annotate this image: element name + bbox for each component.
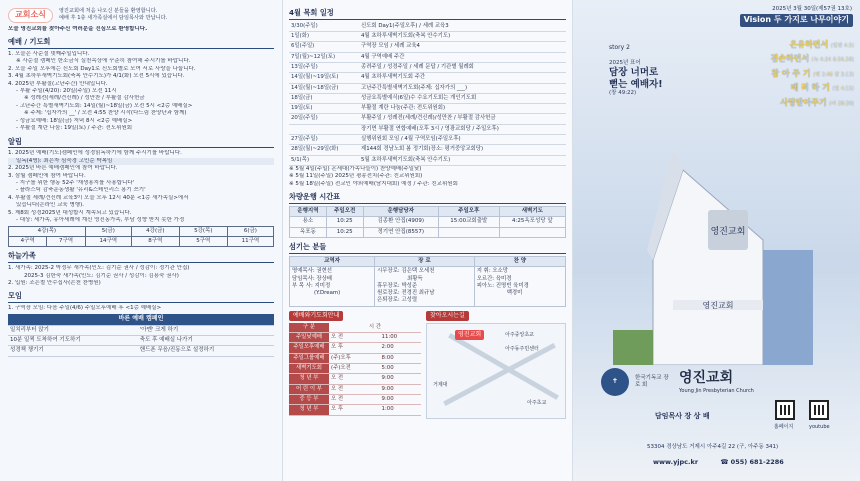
table-cell: 부활절 계란 나눔(주관: 전도위원회) [359, 104, 566, 114]
table-cell: 축도 후 예배실 나가기 [138, 336, 274, 346]
motto-intro: 2025년 표어 [609, 60, 641, 66]
table-row [289, 124, 566, 134]
issue-date: 2025년 3월 30일(제57권 13호) [772, 6, 852, 12]
map [426, 323, 566, 419]
list-item: - 부활 주일(4/20): 20일(주일) 오전 11시 [16, 88, 117, 95]
table-cell: 11:00 [380, 333, 421, 343]
staff-line: 최황득 [407, 275, 423, 282]
map-label: 거제대 [433, 381, 448, 388]
table-cell: 고난주간특별새벽기도회(주제: 십자가의 ___) [359, 83, 566, 93]
table-cell: 8구역 [131, 236, 179, 246]
church-logo [601, 368, 754, 396]
cover-panel [572, 0, 860, 481]
table-header: 장 로 [375, 256, 475, 266]
table-cell: 정기연 안집(8557) [363, 227, 438, 237]
story-label: story 2 [609, 44, 630, 51]
table-cell: 9:00 [380, 384, 421, 394]
welcome-line: 영진교회에 처음 나오신 분들을 환영합니다. [58, 8, 158, 15]
staff-line: 원로장로: 전경진 최규남 [377, 290, 435, 297]
church-name-block [679, 369, 754, 395]
address: 53304 경상남도 거제시 아주4길 22 (구, 아주동 341) [647, 444, 779, 450]
table-cell: 어 린 이 부 [289, 384, 329, 394]
table-row [289, 155, 566, 165]
table-cell: 주일그룹예배 [289, 353, 329, 363]
table-cell: 성금요특별예식(6일)수 수요기도회는 개인기도회 [359, 93, 566, 103]
virtue-ref: (빌편 4:5) [830, 43, 854, 49]
table-row [289, 83, 566, 93]
homepage-qr[interactable] [775, 400, 795, 420]
table-cell: 구역장 모임 / 세례 교육4 [359, 42, 566, 52]
news-tag: 교회소식 [8, 8, 53, 23]
news-panel [0, 0, 282, 481]
virtue-ref: (눅 4:24 6:56,58) [811, 57, 854, 64]
table-row [289, 42, 566, 52]
table-header: 주일오전 [326, 206, 363, 216]
table-cell [499, 227, 565, 237]
schedule-note: ※ 5월 4일(주일) 온세대(가족나들이) 찬양예배(주일낮) [289, 165, 422, 172]
table-cell: 5구역 [179, 236, 227, 246]
table-cell: 19일(토) [289, 104, 359, 114]
map-label: 아주중앙초교 [505, 331, 534, 338]
list-item: 1. 구역장 모임: 다음 주일(4/6) 주일오후예배 후 <1층 예배실> [8, 305, 162, 312]
list-item: 1. 새가족: 2025-2 박정무 새가족(인도: 김기순 권사 / 성감이: 정기관 안집) [8, 265, 190, 272]
table-cell: 1일(화) [289, 32, 359, 42]
virtue-name: 배 려 하 기 [790, 83, 830, 93]
info-boxes [289, 311, 566, 419]
table-row [289, 73, 566, 83]
table-cell: 4월 초하루새벽기도회 주간 [359, 73, 566, 83]
table-cell: 일치리부터 앉기 [8, 325, 138, 335]
logo-small-text: 한국기독교 장 로 회 [635, 374, 669, 388]
table-cell: 5월 초하루새벽기도회(축복 안수기도) [359, 155, 566, 165]
staff-line: 지 휘: 오소망 [476, 268, 508, 275]
list-item: - 지구를 위한 행동 52주 '재생용지를 사용합니다' [16, 179, 135, 186]
table-cell [474, 267, 565, 306]
table-header: 운행지역 [290, 206, 327, 216]
table-cell: 7일(월)~12일(토) [289, 52, 359, 62]
table-header: 찬 양 [474, 256, 565, 266]
table-cell: 김종환 안집(4909) [363, 217, 438, 227]
table-header: 새벽기도 [499, 206, 565, 216]
meeting-section [8, 291, 274, 312]
map-box [426, 311, 566, 419]
table-header: 주일오후 [438, 206, 499, 216]
map-label: 아주동주민센터 [505, 345, 539, 352]
campaign-table [8, 314, 274, 356]
list-item: - 대상: 세가족, 유아세례에 계신 영진동가족, 부담 성향 받지 못한 가정 [16, 217, 185, 224]
table-row [289, 384, 421, 394]
table-row [290, 256, 566, 266]
building-sign-top: 영진교회 [710, 227, 746, 237]
worship-section [8, 37, 274, 132]
glass-wing [763, 250, 813, 365]
virtue-name: 참 아 주 기 [771, 68, 811, 78]
table-cell: 28일(월)~29일(화) [289, 145, 359, 155]
list-item: - 고난주간 특별새벽기도회: 14일(월)~18일(금) 오전 5시 <2층 예배실> [16, 102, 193, 109]
table-cell: (주)오후 [329, 353, 380, 363]
list-item: ※ 성례전(세례/견신례) / 성만찬 / 부활절 감사헌금 [24, 95, 145, 102]
map-label: 아주초교 [527, 399, 547, 406]
table-cell: 실행위원회 모임 / 4월 구역모임(주일오후) [359, 134, 566, 144]
box-title: 예배와기도회안내 [289, 311, 343, 321]
table-cell: 4구역 [9, 236, 47, 246]
list-item: 3. 삼월 캠페인에 참여 바랍니다. [8, 172, 86, 179]
table-cell: 부활주일 / 성례전(세례/견신례)/성만찬 / 부활절 감사헌금 [359, 114, 566, 124]
table-row [289, 52, 566, 62]
table-row [289, 62, 566, 72]
phone: ☎ 055) 681-2286 [720, 458, 784, 466]
table-cell: 10:25 [326, 217, 363, 227]
table-cell: 6일(주일) [289, 42, 359, 52]
table-row [8, 314, 274, 325]
table-cell: 종려주일 / 성경주일 / 세례 문답 / 기관별 월례회 [359, 62, 566, 72]
table-row [289, 22, 566, 32]
table-row [8, 346, 274, 356]
table-cell: 청 년 부 [289, 405, 329, 415]
church-eng: Young Jin Presbyterian Church [679, 388, 754, 395]
table-cell: 4강(금) [131, 226, 179, 236]
list-item: - 부활절 계란 나눔: 19일(토) / 주관: 전도위원회 [16, 125, 133, 132]
virtue-ref: (빌 4:15) [832, 86, 854, 93]
table-header: 교역자 [290, 256, 375, 266]
notice-section [8, 137, 274, 248]
table-cell: 3/30(주일) [289, 22, 359, 32]
box-title: 찾아오시는길 [426, 311, 469, 321]
schedule-panel [282, 0, 572, 481]
welcome-line: 예배 후 1층 새가족실에서 담임목사와 만납니다. [58, 15, 168, 22]
table-row [9, 236, 274, 246]
table-cell: 5/1(목) [289, 155, 359, 165]
virtue-ref: (행 2:46 잠 3:13) [813, 71, 854, 78]
table-row [289, 134, 566, 144]
table-cell: 오 전 [329, 394, 380, 404]
staff-line: 피아노: 진명빈 육미경 [476, 282, 529, 289]
list-item: ※ 주제: '십자가의 __' / 오전 4:55 찬양 시작(다드림 찬양단과 함께) [24, 110, 187, 117]
virtue-ref: (마 28:20) [829, 100, 854, 107]
staff-table [289, 256, 566, 307]
vision-text: Vision 두 가지로 나무이야기 [740, 14, 853, 27]
vehicle-table [289, 206, 566, 238]
table-row [8, 325, 274, 335]
table-cell: 청 년 부 [289, 374, 329, 384]
table-row [289, 93, 566, 103]
table-cell: 옥포동 [290, 227, 327, 237]
bible-table [8, 226, 274, 248]
welcome-bold: 오늘 영진교회를 찾아주신 여러분을 진심으로 환영합니다. [8, 25, 148, 32]
table-cell: 오 전 [329, 374, 380, 384]
table-cell: 1:00 [380, 405, 421, 415]
list-item: 2. 입원: 조은철 안수집사(손천 찬병원) [8, 279, 101, 286]
table-cell: (주)오전 [329, 364, 380, 374]
table-cell: 성경책 챙기기 [8, 346, 138, 356]
section-title: 하늘가족 [8, 251, 274, 263]
table-cell: 5강(목) [179, 226, 227, 236]
list-item: 일독(4명): 최은자 심숙경 고민순 박복임 [8, 158, 274, 165]
website [653, 458, 784, 467]
table-row [289, 364, 421, 374]
table-cell: 27일(주일) [289, 134, 359, 144]
staff-section [289, 242, 566, 307]
table-cell: 14일(월)~19일(토) [289, 73, 359, 83]
map-label-church: 영진교회 [455, 330, 484, 340]
table-cell: 장기면 부활절 연합예배(오후 3시 / 영광교회당 / 주일오후) [359, 124, 566, 134]
vision-banner [573, 14, 860, 27]
staff-line: 백경미 [506, 290, 523, 297]
table-cell: 6(금) [227, 226, 273, 236]
table-cell: 7구역 [47, 236, 85, 246]
table-cell: 14구역 [85, 236, 131, 246]
table-cell: 11구역 [227, 236, 273, 246]
table-cell: 2:00 [380, 343, 421, 353]
motto [609, 60, 663, 98]
virtue-name: 온유하면서 [789, 40, 829, 49]
table-cell: 9:00 [380, 374, 421, 384]
table-cell: 15:00교회출발 [438, 217, 499, 227]
staff-line: 명예목사: 권현선 [292, 268, 332, 275]
table-cell: 8:00 [380, 353, 421, 363]
staff-line: (Y.Dream) [314, 290, 341, 297]
church-building-image [613, 150, 813, 365]
staff-line: 시무장로: 김은택 오세천 [377, 268, 435, 275]
schedule-table [289, 22, 566, 166]
staff-line: 은퇴장로: 고성렬 [377, 297, 418, 304]
table-cell: 오 전 [329, 333, 380, 343]
family-section [8, 251, 274, 287]
list-item: ※ 사순절 캠페인 한소금식 실천목상에 꾸준히 참여해 주시기를 바랍니다. [16, 58, 191, 65]
welcome-lines [59, 8, 167, 22]
table-cell: 9:00 [380, 394, 421, 404]
table-row [289, 333, 421, 343]
table-row [8, 336, 274, 346]
table-cell: 10분 일찍 도착하여 기도하기 [8, 336, 138, 346]
map-road [443, 343, 556, 406]
virtue-item [770, 38, 854, 52]
table-cell: 새벽기도회 [289, 364, 329, 374]
table-cell [289, 124, 359, 134]
news-header [8, 8, 274, 23]
section-title: 섬기는 분들 [289, 242, 566, 254]
table-row [289, 32, 566, 42]
section-title: 모임 [8, 291, 274, 303]
virtue-item [770, 52, 854, 66]
table-cell [375, 267, 475, 306]
church-logo-icon: ✝ [601, 368, 629, 396]
website-url[interactable]: www.yjpc.kr [653, 458, 699, 466]
list-item: 2. 오늘 주일 오후에는 신도회 Day1로 신도회별로 모여 서로 사랑을 나눕니다. [8, 65, 196, 72]
staff-line: 오르간: 육미경 [476, 275, 512, 282]
list-item: 2. 2025년 바른 예배캠페인에 참여 바랍니다. [8, 165, 118, 172]
table-row [290, 267, 566, 306]
table-row [289, 104, 566, 114]
list-item: 4. 2025년 부활절(고난주간) 안내입니다. [8, 80, 108, 87]
pastor-name: 담임목사 장 상 배 [655, 412, 710, 420]
table-cell: 5(금) [85, 226, 131, 236]
staff-line: 담임목사: 장상배 [292, 275, 332, 282]
table-cell: 4:25옥포성당 앞 [499, 217, 565, 227]
table-cell: 20일(주일) [289, 114, 359, 124]
list-item: 4. 부활절 세례/견신례 교육3이 오늘 오후 12시 40분 <1층 새가족실>에서 [8, 194, 189, 201]
table-header: 시 간 [329, 323, 421, 333]
table-row [289, 405, 421, 415]
section-title: 차량운행 시간표 [289, 192, 566, 204]
table-header: 운행담당자 [363, 206, 438, 216]
list-item: 1. 2025년 예배(기도)캠페인에 성경읽독하기에 함께 주시기를 바랍니다. [8, 150, 182, 157]
list-item: - 성금요예배: 18일(금) 저녁 8시 <2층 예배실> [16, 117, 133, 124]
list-item: 2025-3 김한숙 새가족(인도: 김기순 권사 / 성감이: 김용숙 권사) [24, 272, 179, 279]
table-row [290, 227, 566, 237]
qr-label: 홈페이지 [774, 424, 794, 430]
table-cell: 주일오후예배 [289, 343, 329, 353]
table-row [9, 226, 274, 236]
table-row [289, 353, 421, 363]
virtue-item [770, 96, 854, 110]
table-cell [290, 267, 375, 306]
list-item: 5. 제8회 성경2025년 대성합시 계속되고 있습니다. [8, 209, 132, 216]
table-cell: 중 등 부 [289, 394, 329, 404]
church-name: 영진교회 [679, 370, 734, 387]
list-item: 3. 4월 초하루새벽기도회(축복 안수기도)가 4/1(화) 오전 5시에 있습니다. [8, 73, 185, 80]
virtue-name: 겸손하면서 [770, 54, 810, 64]
table-cell: 오 전 [329, 384, 380, 394]
list-item: 있습니다(은라인 교육 병행). [16, 202, 84, 209]
table-cell: 제144회 경남노회 봄 정기회(장소: 평거중앙교회당) [359, 145, 566, 155]
worship-time-box [289, 311, 421, 419]
table-row [289, 323, 421, 333]
table-cell: 5:00 [380, 364, 421, 374]
section-title: 4월 목회 일정 [289, 8, 566, 20]
virtue-item [770, 81, 854, 95]
table-row [289, 145, 566, 155]
schedule-note: ※ 5월 11일(주일) 2025년 평송전치(주관: 친교위원회) [289, 173, 423, 180]
table-cell: 10:25 [326, 227, 363, 237]
virtue-name: 사랑받아주기 [780, 97, 827, 107]
motto-title: 담장 너머로 [609, 67, 659, 79]
motto-ref: (창 49:22) [609, 90, 637, 97]
table-row [290, 217, 566, 227]
staff-line: 휴무장로: 박성준 [377, 282, 418, 289]
table-cell: '아멘' 크게 하기 [138, 325, 274, 335]
table-cell: 14일(월)~18일(금) [289, 83, 359, 93]
building-sign: 영진교회 [702, 301, 734, 310]
table-cell: 핸드폰 무음/진동으로 설정하기 [138, 346, 274, 356]
motto-title: 뻗는 예배자! [609, 78, 663, 90]
section-title: 예배 / 기도회 [8, 37, 274, 49]
table-cell [438, 227, 499, 237]
table-cell: 18일(금) [289, 93, 359, 103]
campaign-title: 바른 예배 캠페인 [8, 314, 274, 325]
section-title: 알림 [8, 137, 274, 149]
qr-label: youtube [809, 424, 830, 430]
youtube-qr[interactable] [809, 400, 829, 420]
table-cell: 오 후 [329, 405, 380, 415]
table-cell: 4월 구역예배 주간 [359, 52, 566, 62]
table-cell: 용소 [290, 217, 327, 227]
table-row [289, 343, 421, 353]
table-cell: 오 후 [329, 343, 380, 353]
table-cell: 4강(목) [9, 226, 86, 236]
table-cell: 주일낮예배 [289, 333, 329, 343]
list-item: 1. 오늘은 사순절 넷째주일입니다. [8, 50, 90, 57]
vehicle-section [289, 192, 566, 238]
table-row [289, 114, 566, 124]
staff-line: 부 목 사: 지미정 [292, 282, 331, 289]
trees [613, 330, 653, 365]
worship-time-table [289, 323, 421, 416]
list-item: - 플라스틱 감축운동생활 '유리&스테인리스 용기 쓰기' [16, 187, 146, 194]
virtue-item [770, 67, 854, 81]
table-row [290, 206, 566, 216]
table-row [289, 374, 421, 384]
schedule-note: ※ 5월 18일(주일) 전교인 야외예배(남지대회) 예정 / 주관: 친교위원회 [289, 180, 458, 187]
table-row [289, 394, 421, 404]
table-cell: 4월 초하루새벽기도회(축복 안수기도) [359, 32, 566, 42]
virtue-list [770, 38, 854, 110]
table-header: 구 분 [289, 323, 329, 333]
table-cell: 13일(주일) [289, 62, 359, 72]
table-cell: 신도회 Day1(주일오후) / 세례 교육3 [359, 22, 566, 32]
